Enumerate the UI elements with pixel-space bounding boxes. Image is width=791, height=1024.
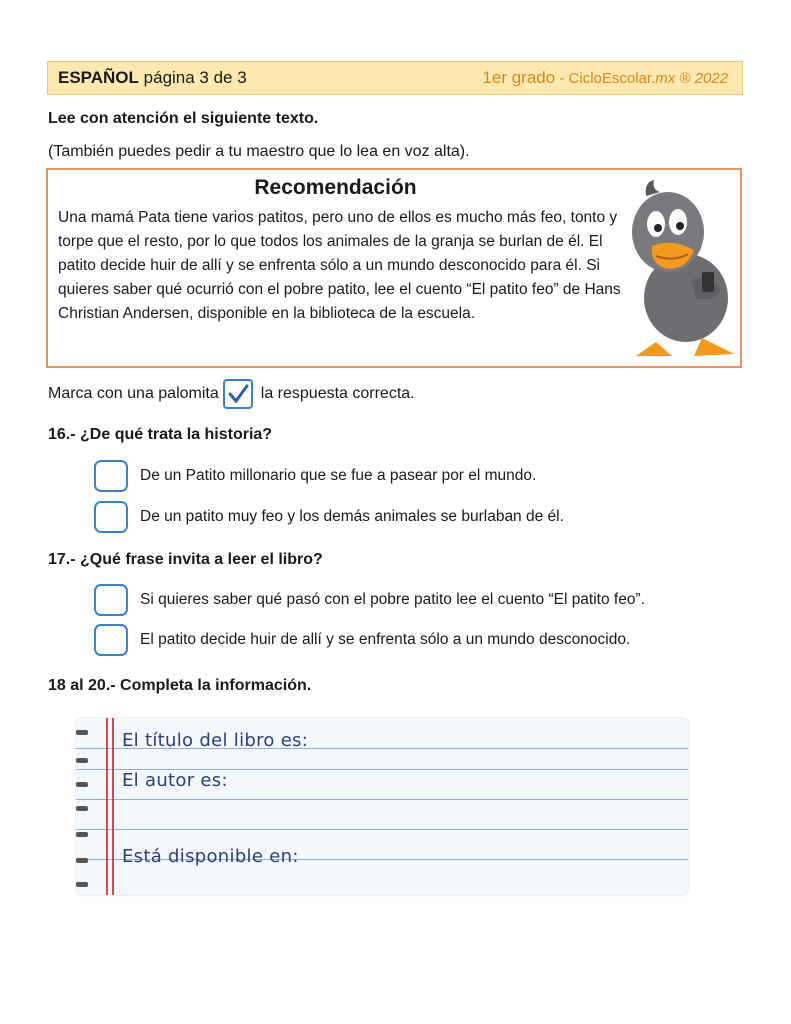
recommendation-box (46, 168, 742, 368)
book-author-field-label: El autor es: (122, 770, 228, 791)
answer-checkbox[interactable] (94, 624, 128, 656)
page-header (47, 61, 743, 95)
notebook-answer-area[interactable] (76, 718, 688, 895)
notebook-margin-line (112, 718, 114, 895)
page-number: página 3 de 3 (143, 68, 247, 87)
option-label: El patito decide huir de allí y se enfrenta sólo a un mundo desconocido. (140, 631, 631, 648)
header-right (482, 68, 728, 88)
recommendation-text: Una mamá Pata tiene varios patitos, pero uno de ellos es mucho más feo, tonto y torpe que el resto, por lo que todos los animales de la granja se burlan de él. El patito decide huir de allí y se enfrenta sólo a un mundo desconocido para él. Si quieres saber qué ocurrió con el pobre patito, lee el cuento “El patito feo” de Hans Christian Andersen, disponible en la biblioteca de la escuela. (58, 209, 621, 322)
option-label: De un Patito millonario que se fue a pasear por el mundo. (140, 467, 537, 484)
mark-instruction (48, 378, 415, 410)
notebook-hole-icon (76, 858, 88, 863)
question-18-20: 18 al 20.- Completa la información. (48, 677, 312, 694)
notebook-hole-icon (76, 832, 88, 837)
answer-checkbox[interactable] (94, 460, 128, 492)
read-aloud-instruction: (También puedes pedir a tu maestro que lo lea en voz alta). (48, 143, 470, 160)
book-title-field-label: El título del libro es: (122, 730, 309, 751)
question-16-option-b[interactable] (94, 501, 564, 533)
notebook-hole-icon (76, 782, 88, 787)
question-17-option-b[interactable] (94, 624, 630, 656)
notebook-hole-icon (76, 882, 88, 887)
book-location-field-label: Está disponible en: (122, 846, 299, 867)
question-17-option-a[interactable] (94, 584, 645, 616)
question-16-option-a[interactable] (94, 460, 536, 492)
mark-instruction-before: Marca con una palomita (48, 385, 219, 402)
notebook-line (76, 829, 688, 830)
answer-checkbox[interactable] (94, 584, 128, 616)
brand-mx: mx (655, 70, 676, 87)
checked-checkbox-icon (223, 379, 253, 409)
subject-label: ESPAÑOL (58, 68, 139, 87)
mark-instruction-after: la respuesta correcta. (260, 385, 415, 402)
header-left (58, 68, 247, 88)
answer-checkbox[interactable] (94, 501, 128, 533)
brand-prefix: - CicloEscolar. (555, 70, 656, 87)
duck-illustration (616, 176, 740, 360)
notebook-line (76, 799, 688, 800)
option-label: De un patito muy feo y los demás animales se burlaban de él. (140, 508, 564, 525)
read-instruction: Lee con atención el siguiente texto. (48, 110, 319, 127)
question-16: 16.- ¿De qué trata la historia? (48, 426, 273, 443)
notebook-hole-icon (76, 758, 88, 763)
option-label: Si quieres saber qué pasó con el pobre patito lee el cuento “El patito feo”. (140, 591, 645, 608)
recommendation-title: Recomendación (254, 176, 417, 199)
grade-label: 1er grado (482, 68, 556, 87)
notebook-margin-line (106, 718, 108, 895)
notebook-hole-icon (76, 730, 88, 735)
notebook-hole-icon (76, 806, 88, 811)
question-17: 17.- ¿Qué frase invita a leer el libro? (48, 551, 323, 568)
brand-suffix: ® 2022 (675, 70, 728, 87)
